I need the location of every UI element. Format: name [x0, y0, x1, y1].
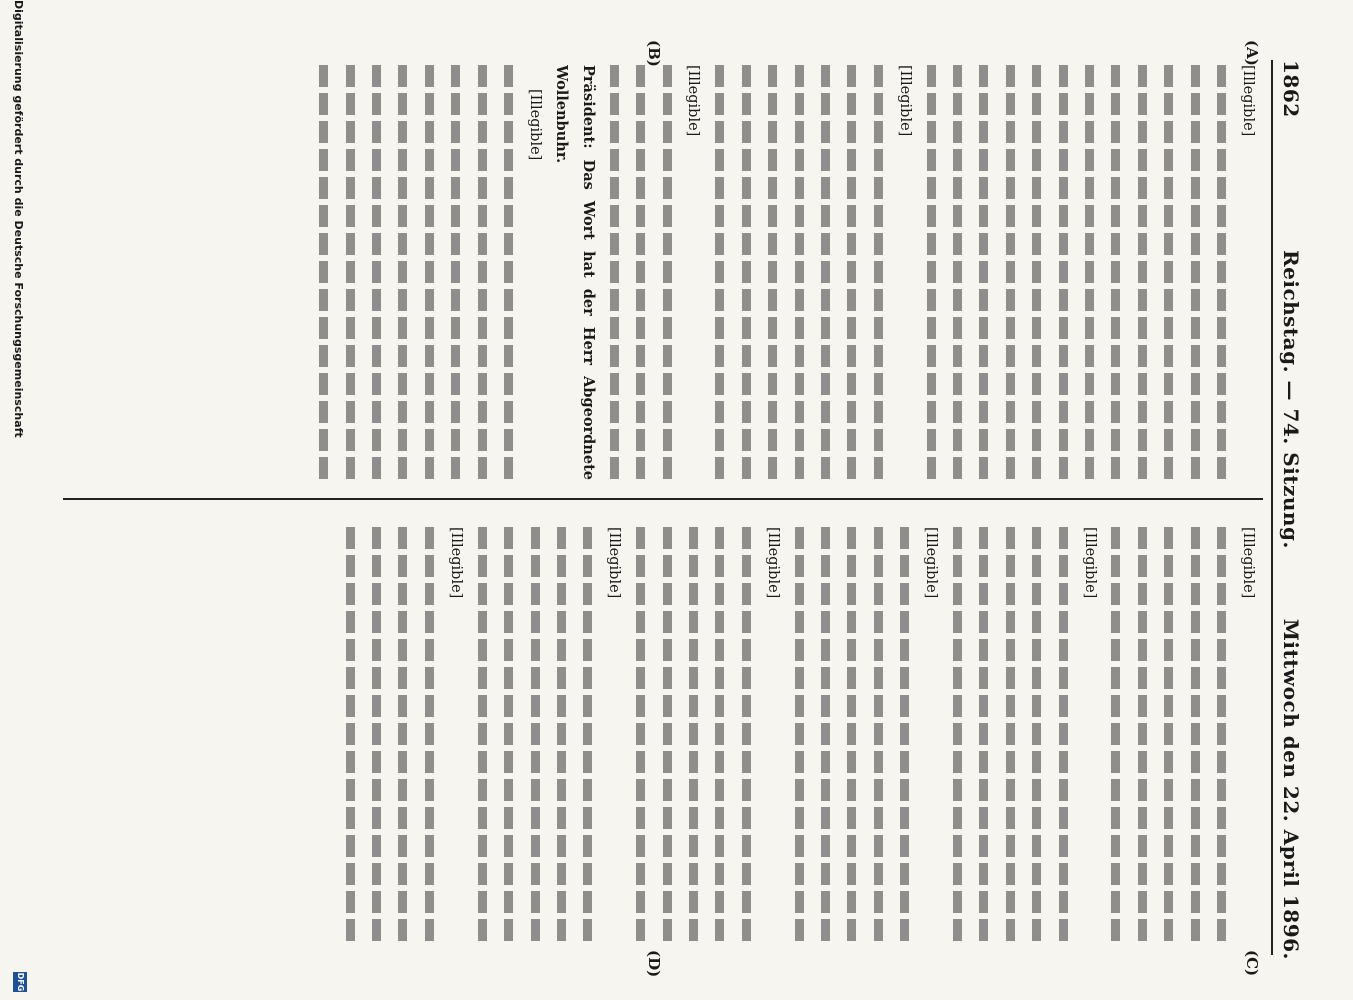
illegible-text — [504, 65, 513, 480]
left-column — [61, 65, 1261, 480]
illegible-text — [742, 527, 751, 942]
illegible-text — [1085, 65, 1094, 480]
paragraph: [Illegible] — [764, 527, 781, 599]
illegible-text — [768, 65, 777, 480]
paragraph: [Illegible] — [606, 527, 623, 599]
paragraph: [Illegible] — [896, 65, 913, 137]
illegible-text — [742, 65, 751, 480]
illegible-text — [1059, 65, 1068, 480]
paragraph: [Illegible] — [1240, 65, 1256, 137]
illegible-text — [583, 527, 592, 942]
illegible-text — [372, 65, 381, 480]
illegible-text — [399, 527, 408, 942]
illegible-text — [346, 65, 355, 480]
illegible-text — [1164, 527, 1173, 942]
illegible-text — [821, 65, 830, 480]
paragraph: [Illegible] — [1081, 527, 1098, 599]
dfg-logo: DFG — [13, 972, 27, 992]
illegible-text — [372, 527, 381, 942]
illegible-text — [953, 65, 962, 480]
illegible-text — [1111, 65, 1120, 480]
illegible-text — [346, 527, 355, 942]
page-title: Reichstag. — 74. Sitzung. — [1279, 250, 1303, 549]
illegible-text — [1111, 527, 1120, 942]
illegible-text — [1032, 65, 1041, 480]
illegible-text — [1138, 65, 1147, 480]
illegible-text — [425, 65, 434, 480]
illegible-text — [1032, 527, 1041, 942]
illegible-text — [715, 527, 724, 942]
illegible-text — [715, 65, 724, 480]
illegible-text — [689, 527, 698, 942]
illegible-text — [874, 527, 883, 942]
margin-marker-b: (B) — [645, 40, 663, 67]
illegible-text — [636, 65, 645, 480]
illegible-text — [1217, 527, 1226, 942]
page-number: 1862 — [1279, 60, 1303, 118]
illegible-text — [478, 527, 487, 942]
illegible-text — [874, 65, 883, 480]
illegible-text — [900, 527, 909, 942]
illegible-text — [663, 65, 672, 480]
illegible-text — [953, 527, 962, 942]
column-divider — [63, 498, 1263, 500]
illegible-text — [795, 527, 804, 942]
illegible-text — [847, 65, 856, 480]
illegible-text — [1059, 527, 1068, 942]
paragraph: [Illegible] — [527, 89, 544, 161]
page-header — [1273, 60, 1313, 960]
speaker-paragraph: Präsident: Das Wort hat der Herr Abgeordnete Wollenbuhr. — [553, 65, 597, 480]
paragraph: [Illegible] — [685, 65, 702, 137]
illegible-text — [1006, 527, 1015, 942]
margin-marker-c: (C) — [1243, 950, 1261, 977]
illegible-text — [610, 65, 619, 480]
illegible-text — [478, 65, 487, 480]
paragraph: [Illegible] — [447, 527, 464, 599]
illegible-text — [504, 527, 513, 942]
illegible-text — [636, 527, 645, 942]
illegible-text — [451, 65, 460, 480]
illegible-text — [927, 65, 936, 480]
illegible-text — [795, 65, 804, 480]
margin-marker-d: (D) — [645, 950, 663, 978]
illegible-text — [557, 527, 566, 942]
illegible-text — [979, 65, 988, 480]
illegible-text — [399, 65, 408, 480]
illegible-text — [1217, 65, 1226, 480]
header-rule — [1271, 60, 1273, 955]
right-column — [61, 527, 1261, 942]
illegible-text — [979, 527, 988, 942]
illegible-text — [663, 527, 672, 942]
illegible-text — [1164, 65, 1173, 480]
illegible-text — [319, 65, 328, 480]
illegible-text — [1191, 527, 1200, 942]
credit-text: Digitalisierung gefördert durch die Deutsche Forschungsgemeinschaft — [12, 0, 25, 438]
illegible-text — [847, 527, 856, 942]
margin-marker-a: (A) — [1243, 40, 1261, 66]
illegible-text — [1138, 527, 1147, 942]
illegible-text — [1006, 65, 1015, 480]
illegible-text — [821, 527, 830, 942]
illegible-text — [1191, 65, 1200, 480]
page-date: Mittwoch den 22. April 1896. — [1279, 618, 1303, 960]
illegible-text — [425, 527, 434, 942]
paragraph: [Illegible] — [923, 527, 940, 599]
paragraph: [Illegible] — [1240, 527, 1256, 599]
digitization-credit — [3, 0, 33, 1000]
illegible-text — [531, 527, 540, 942]
